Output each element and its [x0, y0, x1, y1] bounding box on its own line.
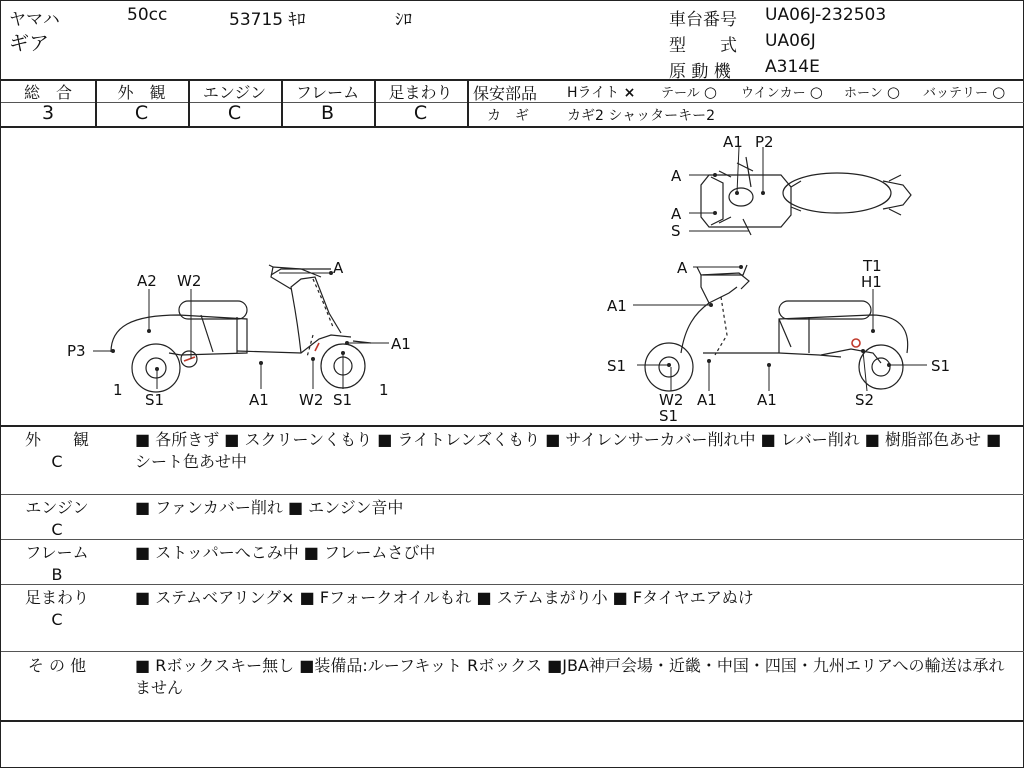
grade-label-exterior: 外 観 [117, 83, 166, 102]
scooter-top-view [701, 157, 911, 235]
engine-value: A314E [765, 57, 820, 77]
divider [1, 539, 1024, 540]
diagram-label: S1 [659, 407, 679, 425]
grade-value-suspension: C [413, 102, 428, 124]
safety-item-winker [741, 82, 823, 101]
diagram-label: H1 [861, 273, 882, 291]
color: ｼﾛ [395, 10, 412, 30]
diagram-label: A [671, 205, 682, 223]
diagram-label: W2 [177, 272, 202, 290]
diagram-label: W2 [299, 391, 324, 409]
divider [1, 720, 1024, 722]
safety-item-name: バッテリー [923, 86, 989, 101]
section-text-engine: ■ ファンカバー削れ ■ エンジン音中 [135, 498, 404, 517]
diagram-label: A [333, 259, 344, 277]
section-grade-suspension: C [51, 610, 63, 629]
frame-no-label: 車台番号 [669, 10, 737, 30]
safety-item-headlight [567, 82, 635, 102]
safety-item-name: ホーン [844, 86, 883, 101]
diagram-label: W2 [659, 391, 684, 409]
grade-label-engine: エンジン [202, 83, 267, 102]
section-grade-exterior: C [51, 452, 63, 471]
keys-label: カ ギ [487, 108, 529, 124]
frame-no-value: UA06J-232503 [765, 5, 887, 25]
diagram-label: A1 [723, 133, 743, 151]
grade-label-overall: 総 合 [23, 83, 72, 102]
diagram-label: A [677, 259, 688, 277]
safety-item-mark: ○ [703, 83, 717, 101]
diagram-label: A1 [757, 391, 777, 409]
section-label-frame: フレーム [25, 543, 89, 562]
safety-item-battery [923, 82, 1005, 101]
keys-value: カギ2 シャッターキー2 [567, 108, 715, 124]
section-grade-engine: C [51, 520, 63, 539]
section-text-exterior: ■ 各所きず ■ スクリーンくもり ■ ライトレンズくもり ■ サイレンサーカバー削れ中 ■ レバー削れ ■ 樹脂部色あせ ■ シート色あせ中 [135, 430, 1002, 471]
grade-value-frame: B [320, 102, 335, 124]
safety-label: 保安部品 [473, 84, 538, 103]
diagram-label: S1 [145, 391, 165, 409]
type-value: UA06J [765, 31, 816, 51]
section-label-suspension: 足まわり [24, 588, 89, 607]
safety-item-tail [661, 82, 717, 101]
safety-item-mark: ○ [992, 83, 1006, 101]
diagram-label: A1 [607, 297, 627, 315]
diagram-label: T1 [863, 257, 882, 275]
divider [467, 102, 1024, 103]
safety-item-horn [844, 82, 900, 101]
engine-label: 原 動 機 [669, 62, 731, 82]
divider [1, 584, 1024, 585]
safety-item-name: テール [661, 86, 700, 101]
mileage: 53715 ｷﾛ [229, 10, 306, 30]
divider [1, 651, 1024, 652]
section-text-other: ■ Rボックスキー無し ■装備品:ルーフキット Rボックス ■JBA神戸会場・近畿・中国・四国・九州エリアへの輸送は承れません [135, 656, 1005, 697]
safety-item-name: Hライト [567, 85, 620, 101]
section-label-exterior: 外 観 [24, 430, 89, 449]
diagram-label: S [671, 222, 681, 240]
grade-value-overall: 3 [41, 102, 55, 124]
grade-value-engine: C [227, 102, 242, 124]
diagram-label: 1 [113, 381, 123, 399]
diagram-label: S1 [333, 391, 353, 409]
section-grade-frame: B [51, 565, 63, 584]
damage-diagram [1, 127, 1024, 425]
diagram-label: S2 [855, 391, 875, 409]
grade-value-exterior: C [134, 102, 149, 124]
maker: ヤマハ [9, 10, 60, 30]
grade-label-frame: フレーム [295, 83, 360, 102]
safety-item-mark: ○ [809, 83, 823, 101]
diagram-label: P3 [67, 342, 86, 360]
safety-item-mark: ○ [886, 83, 900, 101]
section-label-other: そ の 他 [27, 656, 87, 675]
diagram-label: A1 [391, 335, 411, 353]
diagram-label: S1 [607, 357, 627, 375]
diagram-label: A2 [137, 272, 157, 290]
type-label: 型 式 [669, 36, 737, 56]
diagram-label: 1 [379, 381, 389, 399]
diagram-label: A1 [697, 391, 717, 409]
point-dots [111, 173, 891, 371]
safety-item-mark: × [623, 85, 636, 101]
model-name: ギア [9, 31, 49, 55]
section-label-engine: エンジン [25, 498, 89, 517]
diagram-label: A1 [249, 391, 269, 409]
diagram-label: P2 [755, 133, 774, 151]
displacement: 50cc [127, 5, 168, 25]
divider [1, 494, 1024, 495]
grade-label-suspension: 足まわり [388, 83, 453, 102]
damage-marks [184, 339, 860, 361]
safety-item-name: ウインカー [741, 86, 806, 101]
diagram-label: S1 [931, 357, 951, 375]
divider [1, 425, 1024, 427]
divider [467, 79, 469, 126]
diagram-label: A [671, 167, 682, 185]
section-text-frame: ■ ストッパーへこみ中 ■ フレームさび中 [135, 543, 436, 562]
section-text-suspension: ■ ステムベアリング× ■ Fフォークオイルもれ ■ ステムまがり小 ■ Fタイヤエアぬけ [135, 588, 754, 607]
